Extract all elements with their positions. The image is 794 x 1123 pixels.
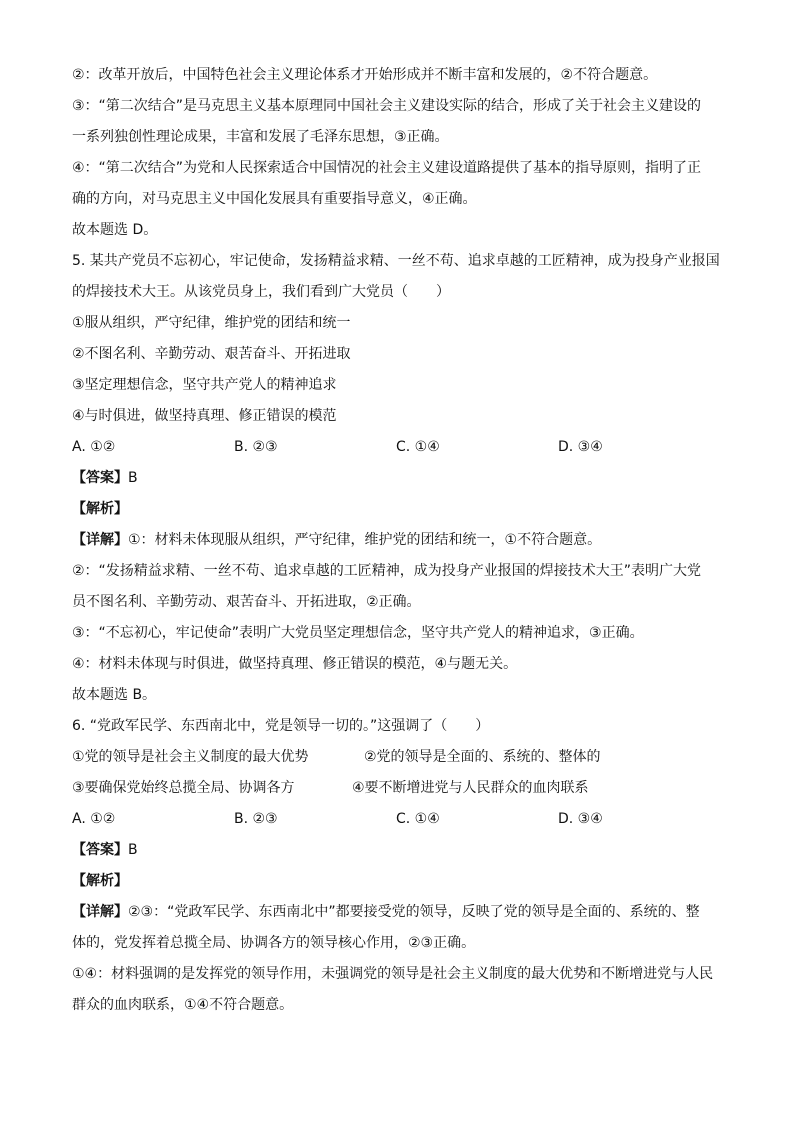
q5-detail-2-line-2: 员不图名利、辛勤劳动、艰苦奋斗、开拓进取，②正确。 [72,594,421,610]
q6-detail-1-line-2: 体的，党发挥着总揽全局、协调各方的领导核心作用，②③正确。 [72,935,476,951]
q5-item-1: ①服从组织，严守纪律，维护党的团结和统一 [72,315,351,331]
q6-option-c: C. ①④ [396,811,440,827]
conclusion-previous: 故本题选 D。 [72,222,158,238]
q5-detail-label: 【详解】 [72,532,128,548]
q5-answer-label: 【答案】 [72,470,128,486]
q5-stem-line-1: 5. 某共产党员不忘初心，牢记使命，发扬精益求精、一丝不苟、追求卓越的工匠精神，成为投身产业报国 [72,253,720,269]
analysis-point-4-line-1: ④：“第二次结合”为党和人民探索适合中国情况的社会主义建设道路提供了基本的指导原则，指明了正 [72,160,702,176]
q6-item-2: ②党的领导是全面的、系统的、整体的 [364,749,601,765]
q5-analysis-label: 【解析】 [72,501,128,517]
q5-detail-3: ③：“不忘初心，牢记使命”表明广大党员坚定理想信念，坚守共产党人的精神追求，③正确。 [72,625,644,641]
q5-option-a: A. ①② [72,439,116,455]
q6-item-4: ④要不断增进党与人民群众的血肉联系 [352,780,589,796]
q5-detail-1-text: ①：材料未体现服从组织，严守纪律，维护党的团结和统一，①不符合题意。 [128,532,602,548]
q5-item-3: ③坚定理想信念，坚守共产党人的精神追求 [72,377,337,393]
q6-item-3: ③要确保党始终总揽全局、协调各方 [72,780,295,796]
q6-option-d: D. ③④ [558,811,603,827]
q6-detail-label: 【详解】 [72,904,128,920]
q5-option-d: D. ③④ [558,439,603,455]
q6-option-a: A. ①② [72,811,116,827]
q6-detail-2-line-2: 群众的血肉联系，①④不符合题意。 [72,997,294,1013]
q5-item-2: ②不图名利、辛勤劳动、艰苦奋斗、开拓进取 [72,346,351,362]
q5-answer [72,463,724,494]
q5-option-c: C. ①④ [396,439,440,455]
q5-detail-2-line-1: ②：“发扬精益求精、一丝不苟、追求卓越的工匠精神，成为投身产业报国的焊接技术大王”表明广大党 [72,563,702,579]
analysis-point-4-line-2: 确的方向，对马克思主义中国化发展具有重要指导意义，④正确。 [72,191,477,207]
q6-stem: 6. “党政军民学、东西南北中，党是领导一切的。”这强调了（ ） [72,718,490,734]
analysis-point-3-line-2: 一系列独创性理论成果，丰富和发展了毛泽东思想，③正确。 [72,129,449,145]
q5-options [72,432,724,463]
q6-answer-label: 【答案】 [72,842,128,858]
q6-options [72,804,724,835]
analysis-point-3-line-1: ③：“第二次结合”是马克思主义基本原理同中国社会主义建设实际的结合，形成了关于社会主义建设的 [72,98,702,114]
q5-answer-value: B [128,470,138,486]
q6-items-row-2 [72,773,724,804]
q5-stem-line-2: 的焊接技术大王。从该党员身上，我们看到广大党员（ ） [72,284,450,300]
analysis-point-2: ②：改革开放后，中国特色社会主义理论体系才开始形成并不断丰富和发展的，②不符合题意。 [72,67,658,83]
q6-answer-value: B [128,842,138,858]
q5-item-4: ④与时俱进，做坚持真理、修正错误的模范 [72,408,337,424]
q6-option-b: B. ②③ [234,811,278,827]
q6-detail-2-line-1: ①④：材料强调的是发挥党的领导作用，未强调党的领导是社会主义制度的最大优势和不断增进党与人民 [72,966,714,982]
q6-detail-1-text: ②③：“党政军民学、东西南北中”都要接受党的领导，反映了党的领导是全面的、系统的、整 [128,904,700,920]
q6-items-row-1 [72,742,724,773]
q5-detail-1 [72,525,724,556]
q6-item-1: ①党的领导是社会主义制度的最大优势 [72,749,309,765]
q5-option-b: B. ②③ [234,439,278,455]
q6-detail-1-line-1 [72,897,724,928]
document-page [72,60,724,1021]
q6-answer [72,835,724,866]
q5-detail-4: ④：材料未体现与时俱进，做坚持真理、修正错误的模范，④与题无关。 [72,656,518,672]
q5-conclusion: 故本题选 B。 [72,687,157,703]
q6-analysis-label: 【解析】 [72,873,128,889]
